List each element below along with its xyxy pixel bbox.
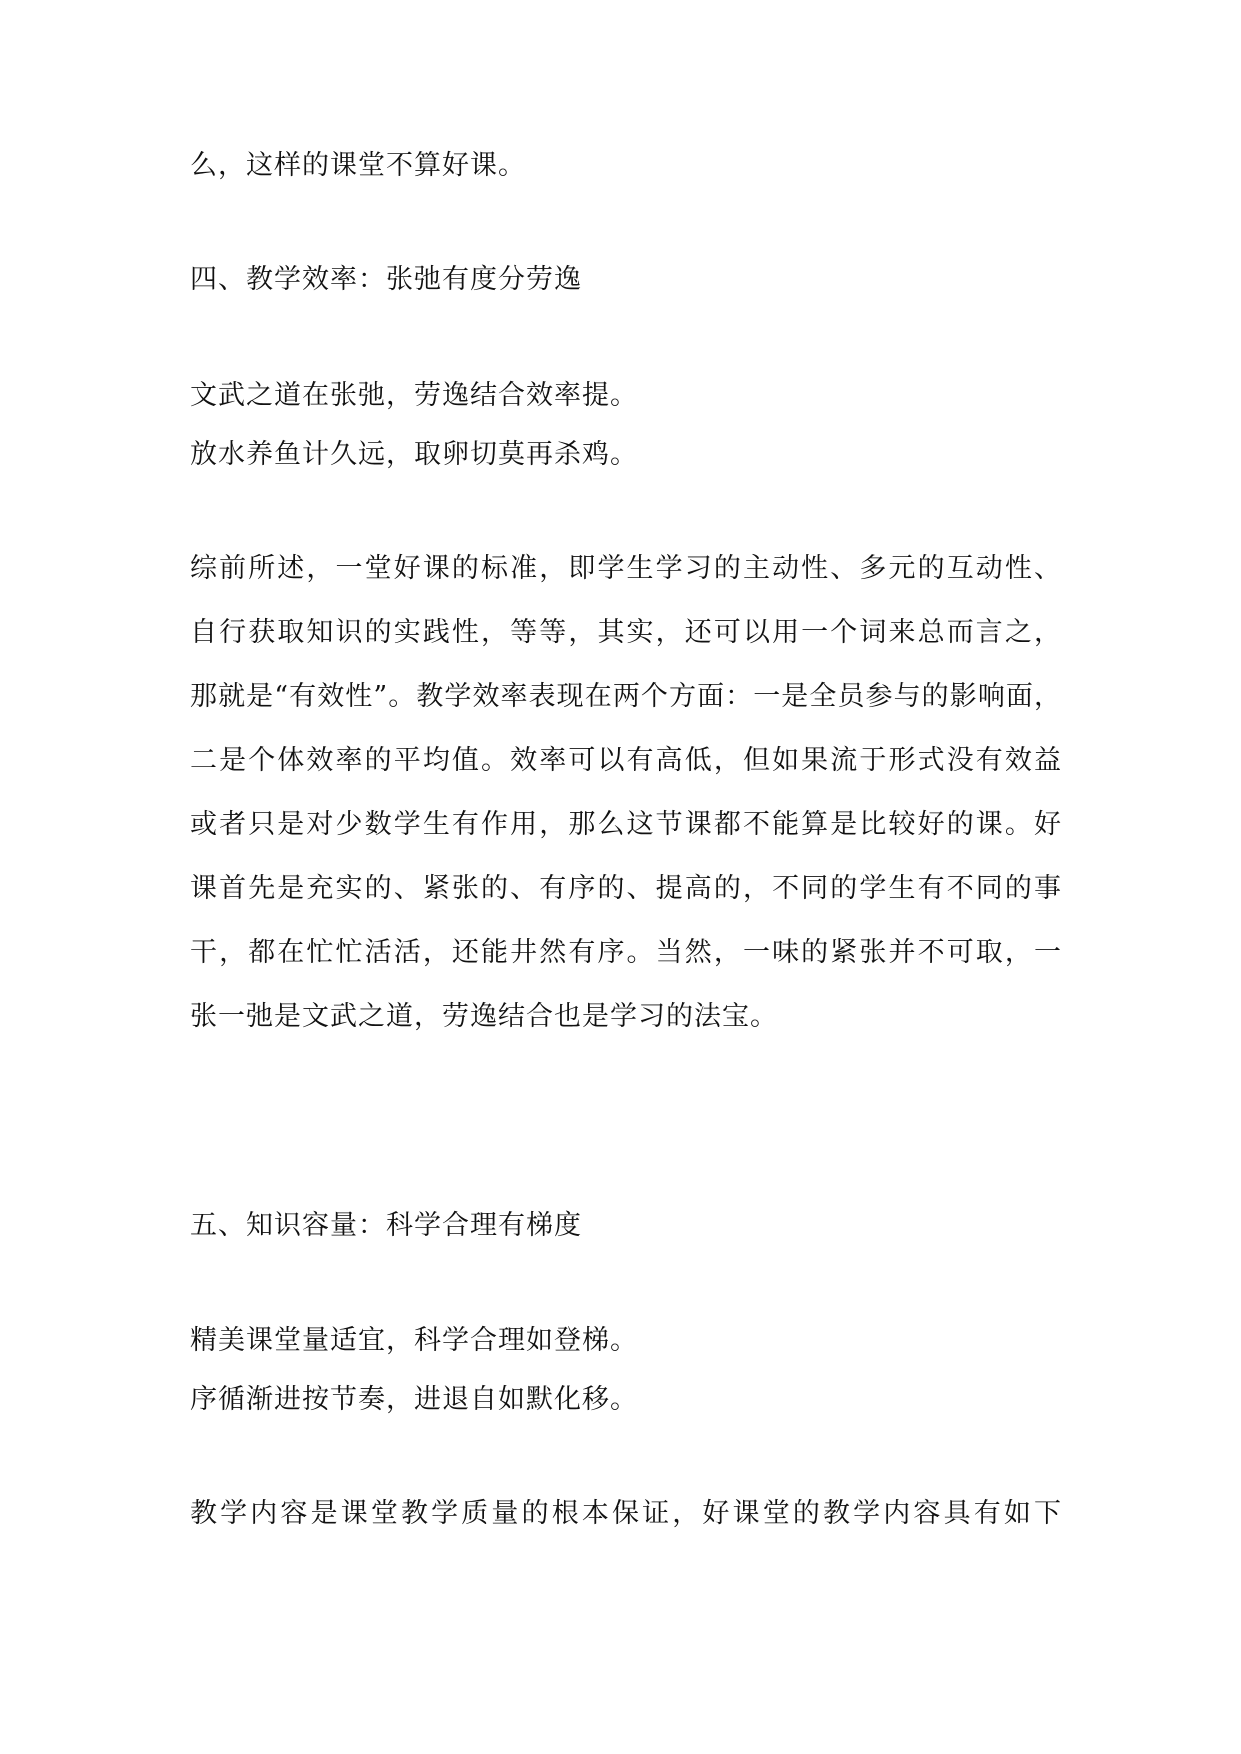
paragraph-line: 自行获取知识的实践性，等等，其实，还可以用一个词来总而言之， — [190, 617, 1062, 648]
paragraph-line: 课首先是充实的、紧张的、有序的、提高的，不同的学生有不同的事 — [190, 873, 1062, 904]
verse-line: 精美课堂量适宜，科学合理如登梯。 — [190, 1325, 638, 1356]
paragraph-line: 那就是“有效性”。教学效率表现在两个方面：一是全员参与的影响面， — [190, 681, 1062, 712]
paragraph-line: 干，都在忙忙活活，还能井然有序。当然，一味的紧张并不可取，一 — [190, 937, 1062, 968]
paragraph-line: 张一弛是文武之道，劳逸结合也是学习的法宝。 — [190, 1001, 778, 1032]
body-paragraph-section4 — [190, 537, 1062, 1049]
continued-line: 么，这样的课堂不算好课。 — [190, 150, 526, 181]
paragraph-line: 二是个体效率的平均值。效率可以有高低，但如果流于形式没有效益 — [190, 745, 1062, 776]
verse-line: 文武之道在张弛，劳逸结合效率提。 — [190, 380, 638, 411]
paragraph-line: 或者只是对少数学生有作用，那么这节课都不能算是比较好的课。好 — [190, 809, 1062, 840]
section-heading-5: 五、知识容量：科学合理有梯度 — [190, 1210, 582, 1241]
verse-line: 放水养鱼计久远，取卵切莫再杀鸡。 — [190, 439, 638, 470]
paragraph-line: 教学内容是课堂教学质量的根本保证，好课堂的教学内容具有如下 — [190, 1498, 1062, 1529]
verse-line: 序循渐进按节奏，进退自如默化移。 — [190, 1384, 638, 1415]
section-heading-4: 四、教学效率：张弛有度分劳逸 — [190, 264, 582, 295]
paragraph-line: 综前所述，一堂好课的标准，即学生学习的主动性、多元的互动性、 — [190, 553, 1062, 584]
body-paragraph-section5 — [190, 1482, 1062, 1546]
